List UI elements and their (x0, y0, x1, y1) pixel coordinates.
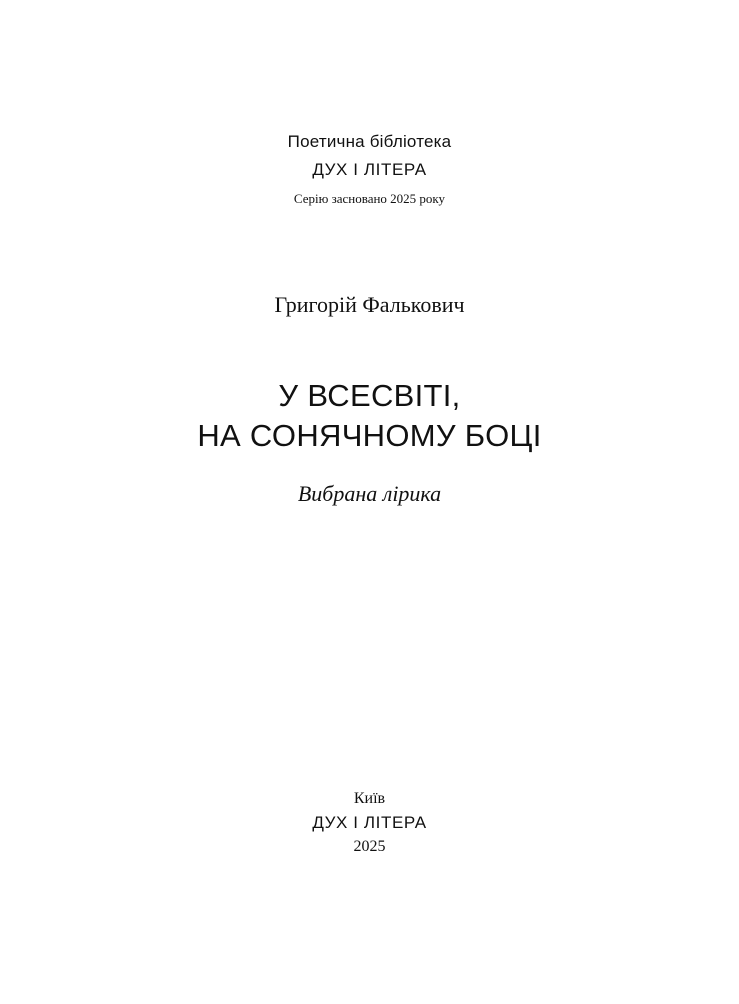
series-label: Поетична бібліотека (287, 132, 452, 151)
imprint-year: 2025 (353, 838, 386, 855)
book-title-line-1: У ВСЕСВІТІ, (278, 378, 461, 413)
book-subtitle: Вибрана лірика (297, 481, 442, 506)
series-name: ДУХ І ЛІТЕРА (312, 160, 427, 179)
series-founded-note: Серію засновано 2025 року (293, 191, 446, 206)
imprint-publisher: ДУХ І ЛІТЕРА (312, 813, 427, 832)
book-title-line-2: НА СОНЯЧНОМУ БОЦІ (197, 418, 542, 453)
author-name: Григорій Фалькович (274, 292, 465, 317)
imprint-city: Київ (353, 790, 386, 807)
